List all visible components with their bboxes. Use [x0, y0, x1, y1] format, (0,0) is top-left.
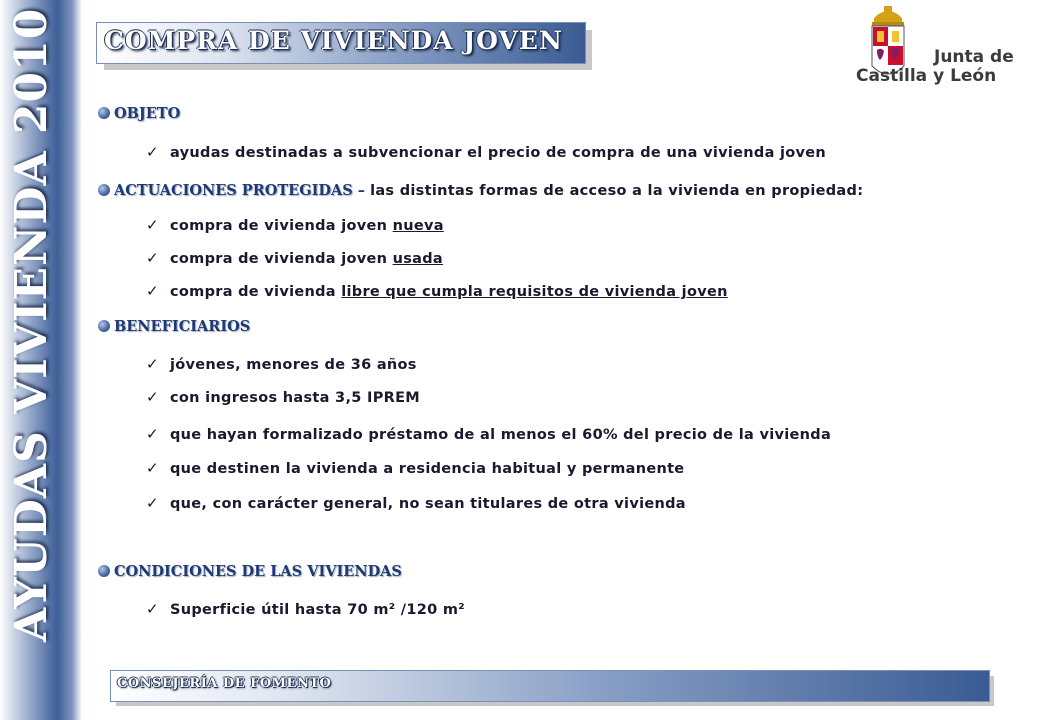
section-beneficiarios — [98, 318, 250, 335]
list-item: ✓ compra de vivienda joven nueva — [146, 216, 444, 234]
checkmark-icon: ✓ — [146, 425, 159, 443]
list-item: ✓ que, con carácter general, no sean titulares de otra vivienda — [146, 494, 686, 512]
logo-line-2: Castilla y León — [856, 66, 997, 86]
checkmark-icon: ✓ — [146, 494, 159, 512]
section-title: OBJETO — [114, 105, 181, 122]
logo-line-1: Junta de — [934, 47, 1014, 67]
page-title: COMPRA DE VIVIENDA JOVEN — [104, 26, 563, 55]
junta-logo — [856, 4, 1016, 92]
side-title: AYUDAS VIVIENDA 2010 — [6, 7, 57, 642]
bullet-icon — [98, 565, 110, 577]
list-item: ✓ compra de vivienda libre que cumpla requisitos de vivienda joven — [146, 282, 728, 300]
checkmark-icon: ✓ — [146, 600, 159, 618]
section-dash: – — [357, 182, 366, 199]
checkmark-icon: ✓ — [146, 355, 159, 373]
footer-box — [110, 670, 994, 708]
bullet-icon — [98, 320, 110, 332]
section-title: CONDICIONES DE LAS VIVIENDAS — [114, 563, 402, 580]
section-actuaciones — [98, 182, 863, 199]
footer-label: CONSEJERÍA DE FOMENTO — [117, 676, 332, 691]
list-item: ✓ jóvenes, menores de 36 años — [146, 355, 417, 373]
section-title: BENEFICIARIOS — [114, 318, 251, 335]
logo-text — [856, 47, 1020, 86]
list-item: ✓ ayudas destinadas a subvencionar el precio de compra de una vivienda joven — [146, 143, 827, 161]
checkmark-icon: ✓ — [146, 249, 159, 267]
bullet-icon — [98, 184, 110, 196]
header-box — [96, 22, 588, 66]
bullet-icon — [98, 107, 110, 119]
checkmark-icon: ✓ — [146, 388, 159, 406]
list-item: ✓ que hayan formalizado préstamo de al menos el 60% del precio de la vivienda — [146, 425, 832, 443]
section-description: las distintas formas de acceso a la vivienda en propiedad: — [370, 183, 864, 199]
section-objeto — [98, 105, 180, 122]
checkmark-icon: ✓ — [146, 459, 159, 477]
checkmark-icon: ✓ — [146, 282, 159, 300]
checkmark-icon: ✓ — [146, 216, 159, 234]
list-item: ✓ compra de vivienda joven usada — [146, 249, 443, 267]
checkmark-icon: ✓ — [146, 143, 159, 161]
section-condiciones — [98, 563, 402, 580]
list-item: ✓ Superficie útil hasta 70 m² /120 m² — [146, 600, 465, 618]
section-title: ACTUACIONES PROTEGIDAS — [114, 182, 353, 199]
list-item: ✓ que destinen la vivienda a residencia habitual y permanente — [146, 459, 685, 477]
list-item: ✓ con ingresos hasta 3,5 IPREM — [146, 388, 421, 406]
